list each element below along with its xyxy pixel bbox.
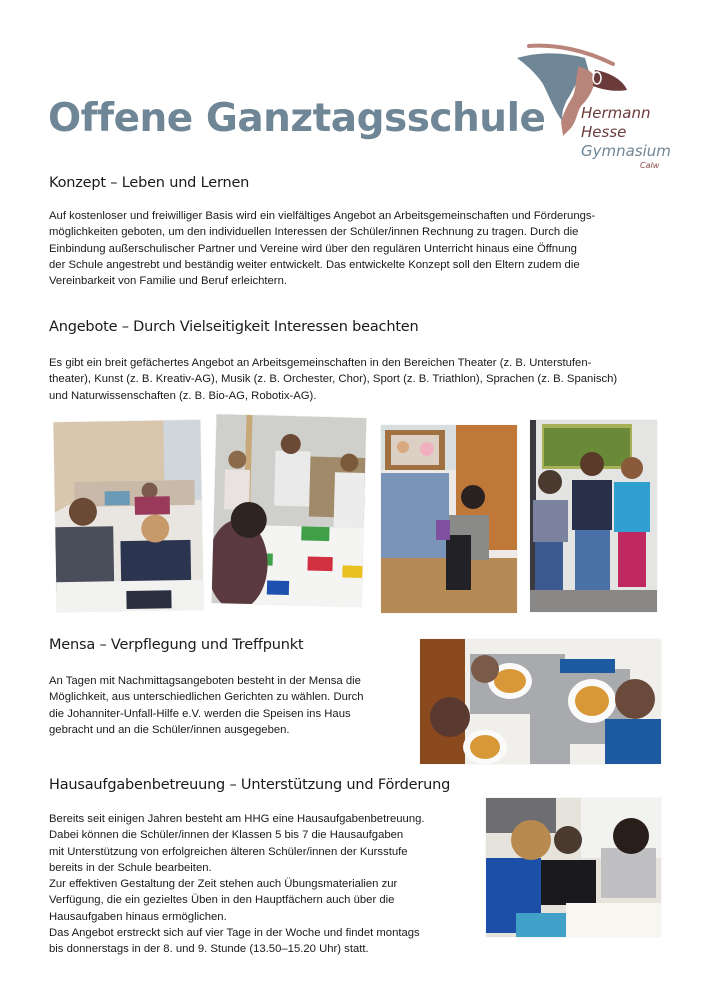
text-line: und Naturwissenschaften (z. B. Bio-AG, Robotix-AG). (49, 389, 317, 402)
text-line: An Tagen mit Nachmittagsangeboten besteht in der Mensa die (49, 675, 361, 687)
page-title: Offene Ganztagsschule (48, 96, 546, 141)
logo-text-hesse: Hesse (581, 123, 627, 141)
text-line: Auf kostenloser und freiwilliger Basis wird ein vielfältiges Angebot an Arbeitsgemeinschaften und Förderungs- (49, 210, 596, 222)
section-text-mensa (49, 673, 364, 738)
text-line: Möglichkeit, aus unterschiedlichen Gerichten zu wählen. Durch (49, 691, 364, 704)
logo-text-hermann: Hermann (581, 104, 651, 122)
text-line: die Johanniter-Unfall-Hilfe e.V. werden die Speisen ins Haus (49, 707, 351, 720)
logo-text-calw: Calw (640, 161, 660, 170)
text-line: Zur effektiven Gestaltung der Zeit stehen auch Übungsmaterialien zur (49, 878, 398, 891)
section-heading-angebote: Angebote – Durch Vielseitigkeit Interessen beachten (49, 319, 419, 335)
section-heading-hausaufgaben: Hausaufgabenbetreuung – Unterstützung und Förderung (49, 777, 451, 793)
photo-robotics (212, 414, 367, 607)
text-line: Bereits seit einigen Jahren besteht am HHG eine Hausaufgabenbetreuung. (49, 813, 425, 825)
text-line: Es gibt ein breit gefächertes Angebot an Arbeitsgemeinschaften in den Bereichen Theater (z. B. Unterstufen- (49, 357, 592, 369)
photo-theater (381, 425, 517, 613)
photo-biology (530, 420, 657, 612)
text-line: Einbindung außerschulischer Partner und Vereine wird über den regulären Unterricht hinaus eine Öffnung (49, 242, 577, 255)
photo-classroom (53, 420, 203, 613)
text-line: theater), Kunst (z. B. Kreativ-AG), Musik (z. B. Orchester, Chor), Sport (z. B. Triathlon), Sprachen (z. B. Spanisch) (49, 373, 618, 386)
photo-mensa (420, 639, 661, 764)
text-line: Dabei können die Schüler/innen der Klassen 5 bis 7 die Hausaufgaben (49, 829, 404, 842)
section-text-hausaufgaben (49, 811, 425, 958)
text-line: gebracht und an die Schüler/innen ausgegeben. (49, 723, 290, 736)
section-heading-konzept: Konzept – Leben und Lernen (49, 175, 250, 191)
text-line: der Schule angestrebt und beständig weiter entwickelt. Das entwickelte Konzept soll den Eltern zudem die (49, 258, 580, 271)
text-line: mit Unterstützung von erfolgreichen älteren Schüler/innen der Kursstufe (49, 845, 408, 858)
logo-text-gymnasium: Gymnasium (581, 142, 671, 160)
section-text-angebote (49, 355, 617, 404)
section-text-konzept (49, 208, 595, 289)
text-line: Hausaufgaben hinaus ermöglichen. (49, 910, 227, 923)
photo-homework (486, 798, 661, 937)
text-line: Vereinbarkeit von Familie und Beruf erleichtern. (49, 275, 287, 288)
text-line: Verfügung, die ein gezieltes Üben in den Hauptfächern auch über die (49, 894, 395, 907)
text-line: bis donnerstags in der 8. und 9. Stunde (13.50–15.20 Uhr) statt. (49, 943, 369, 956)
section-heading-mensa: Mensa – Verpflegung und Treffpunkt (49, 637, 304, 653)
text-line: möglichkeiten geboten, um den individuellen Interessen der Schüler/innen Rechnung zu tragen. Durch die (49, 226, 579, 239)
text-line: bereits in der Schule bearbeiten. (49, 861, 212, 874)
text-line: Das Angebot erstreckt sich auf vier Tage in der Woche und findet montags (49, 927, 420, 940)
